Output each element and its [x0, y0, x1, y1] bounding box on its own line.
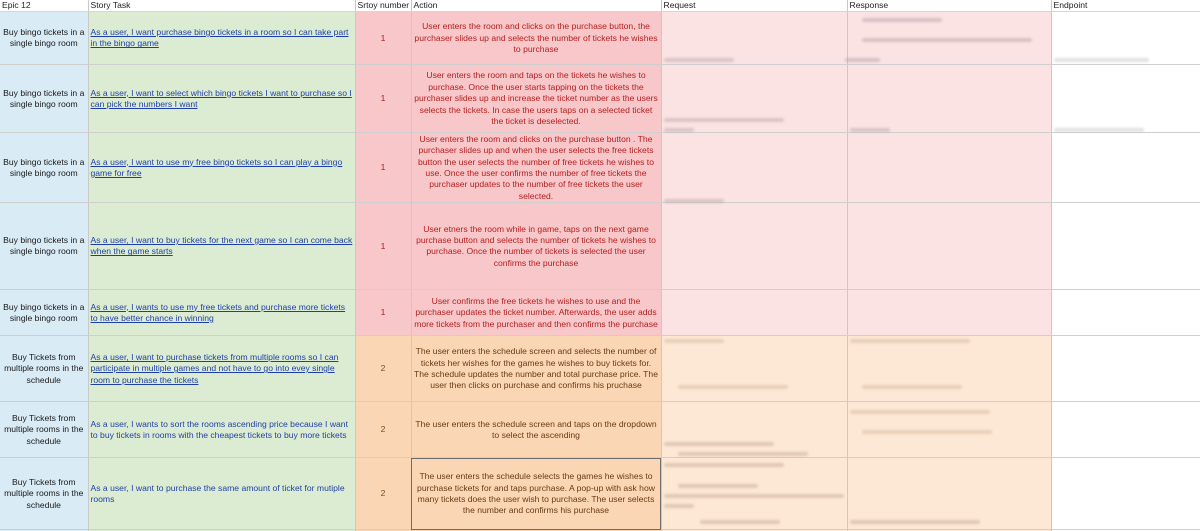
redacted-text [664, 442, 774, 446]
redacted-text [850, 520, 980, 524]
header-story-task[interactable]: Story Task [88, 0, 355, 12]
redacted-text [678, 452, 808, 456]
epic-cell[interactable]: Buy Tickets from multiple rooms in the schedule [0, 336, 88, 402]
epic-cell[interactable]: Buy Tickets from multiple rooms in the schedule [0, 458, 88, 530]
request-cell[interactable] [661, 402, 847, 458]
request-cell[interactable] [661, 133, 847, 203]
endpoint-cell[interactable] [1051, 458, 1200, 530]
redacted-text [845, 58, 880, 62]
epic-cell[interactable]: Buy Tickets from multiple rooms in the schedule [0, 402, 88, 458]
story-number-cell[interactable]: 1 [355, 203, 411, 290]
redacted-text [678, 484, 758, 488]
response-cell[interactable] [847, 290, 1051, 336]
redacted-text [664, 463, 784, 467]
story-number-cell[interactable]: 2 [355, 402, 411, 458]
request-cell[interactable] [661, 203, 847, 290]
redacted-text [1054, 58, 1149, 62]
story-cell[interactable] [88, 65, 355, 133]
response-cell[interactable] [847, 336, 1051, 402]
story-link[interactable]: As a user, I want to use my free bingo tickets so I can play a bingo game for free [90, 156, 343, 178]
story-number-cell[interactable]: 1 [355, 12, 411, 65]
redacted-text [862, 430, 992, 434]
table-row [0, 402, 1200, 458]
epic-cell[interactable]: Buy bingo tickets in a single bingo room [0, 133, 88, 203]
redacted-text [664, 58, 734, 62]
request-cell[interactable] [661, 336, 847, 402]
endpoint-cell[interactable] [1051, 133, 1200, 203]
story-cell[interactable] [88, 203, 355, 290]
redacted-text [664, 494, 844, 498]
endpoint-cell[interactable] [1051, 402, 1200, 458]
redacted-text [664, 199, 724, 203]
story-link[interactable]: As a user, I want to buy tickets for the next game so I can come back when the game starts [90, 235, 353, 257]
request-cell[interactable] [661, 65, 847, 133]
table-row [0, 65, 1200, 133]
header-response[interactable]: Response [847, 0, 1051, 12]
story-number-cell[interactable]: 1 [355, 133, 411, 203]
action-cell[interactable]: User enters the room and clicks on the purchase button . The purchaser slides up and when the user selects the free tickets button the user selects the number of free tickets he wishes to use. Once the user confirms the number of free tickets the purchaser updates to the number of free tickets the user selected. [411, 133, 661, 203]
table-row [0, 203, 1200, 290]
redacted-text [664, 118, 784, 122]
redacted-text [850, 339, 970, 343]
action-cell[interactable]: The user enters the schedule screen and taps on the dropdown to select the ascending [411, 402, 661, 458]
table-row [0, 133, 1200, 203]
response-cell[interactable] [847, 203, 1051, 290]
story-cell[interactable] [88, 458, 355, 530]
redacted-text [862, 385, 962, 389]
redacted-text [664, 339, 724, 343]
response-cell[interactable] [847, 65, 1051, 133]
request-cell[interactable] [661, 290, 847, 336]
header-endpoint[interactable]: Endpoint [1051, 0, 1200, 12]
story-cell[interactable] [88, 133, 355, 203]
redacted-text [664, 128, 694, 132]
story-cell[interactable] [88, 336, 355, 402]
story-link[interactable]: As a user, I want to select which bingo tickets I want to purchase so I can pick the numbers I want [90, 87, 352, 109]
story-text[interactable]: As a user, I want to purchase the same amount of ticket for mutiple rooms [90, 482, 345, 504]
endpoint-cell[interactable] [1051, 203, 1200, 290]
story-cell[interactable] [88, 402, 355, 458]
story-link[interactable]: As a user, I want purchase bingo tickets in a room so I can take part in the bingo game [90, 27, 349, 49]
story-number-cell[interactable]: 2 [355, 336, 411, 402]
epic-cell[interactable]: Buy bingo tickets in a single bingo room [0, 203, 88, 290]
redacted-text [850, 128, 890, 132]
action-cell[interactable]: User enters the room and clicks on the purchase button, the purchaser slides up and selects the number of tickets he wishes to purchase [411, 12, 661, 65]
request-cell[interactable] [661, 12, 847, 65]
header-epic[interactable]: Epic 12 [0, 0, 88, 12]
action-cell[interactable]: User confirms the free tickets he wishes to use and the purchaser updates the ticket number. Afterwards, the user adds more tickets from the purchaser and then confirms the purchase [411, 290, 661, 336]
header-row [0, 0, 1200, 12]
redacted-text [850, 410, 990, 414]
response-cell[interactable] [847, 133, 1051, 203]
redacted-text [700, 520, 780, 524]
redacted-text [862, 38, 1032, 42]
table-row [0, 336, 1200, 402]
action-cell[interactable]: The user enters the schedule screen and selects the number of tickets her wishes for the games he wishes to buy tickets for. The schedule updates the number and total purchase price. The user then clicks on purchase and confirms his pruchase [411, 336, 661, 402]
endpoint-cell[interactable] [1051, 65, 1200, 133]
header-request[interactable]: Request [661, 0, 847, 12]
story-number-cell[interactable]: 1 [355, 290, 411, 336]
table-row [0, 290, 1200, 336]
epic-cell[interactable]: Buy bingo tickets in a single bingo room [0, 65, 88, 133]
story-link[interactable]: As a user, I want to purchase tickets from multiple rooms so I can participate in multiple games and not have to go into evey single room to purchase the tickets [90, 351, 339, 385]
story-cell[interactable] [88, 12, 355, 65]
epic-cell[interactable]: Buy bingo tickets in a single bingo room [0, 290, 88, 336]
story-link[interactable]: As a user, I wants to use my free tickets and purchase more tickets to have better chance in winning [90, 301, 346, 323]
header-action[interactable]: Action [411, 0, 661, 12]
story-cell[interactable] [88, 290, 355, 336]
redacted-text [678, 385, 788, 389]
endpoint-cell[interactable] [1051, 12, 1200, 65]
epic-cell[interactable]: Buy bingo tickets in a single bingo room [0, 12, 88, 65]
action-cell-selected[interactable]: The user enters the schedule selects the games he wishes to purchase tickets for and taps purchase. A pop-up with ask how many tickets does the user wish to purchase. The user selects the number and confirms his purchase [411, 458, 661, 530]
story-number-cell[interactable]: 1 [355, 65, 411, 133]
action-cell[interactable]: User etners the room while in game, taps on the next game purchase button and selects the number of tickets he wishes to purchase. Once the number of tickets is selected the user confirms the purchase [411, 203, 661, 290]
endpoint-cell[interactable] [1051, 290, 1200, 336]
action-cell[interactable]: User enters the room and taps on the tickets he wishes to purchase. Once the user starts tapping on the tickets the purchaser slides up and increase the ticket number as the users selects the tickets. In case the users taps on a selected ticket the ticket is deselected. [411, 65, 661, 133]
story-number-cell[interactable]: 2 [355, 458, 411, 530]
redacted-text [664, 504, 694, 508]
table-row [0, 458, 1200, 530]
endpoint-cell[interactable] [1051, 336, 1200, 402]
header-story-number[interactable]: Srtoy number [355, 0, 411, 12]
story-text[interactable]: As a user, I wants to sort the rooms ascending price because I want to buy tickets in rooms with the cheapest tickets to buy more tickets [90, 418, 348, 440]
redacted-text [1054, 128, 1144, 132]
redacted-text [862, 18, 942, 22]
